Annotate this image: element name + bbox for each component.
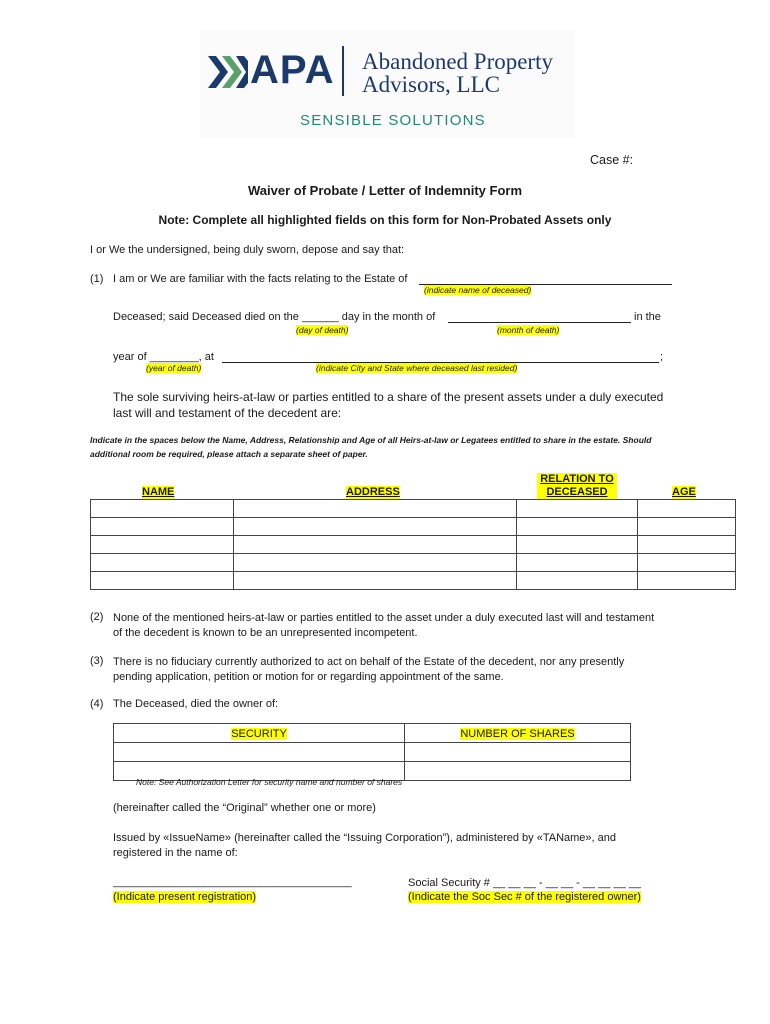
form-note: Note: Complete all highlighted fields on this form for Non-Probated Assets only <box>158 213 612 227</box>
security-name-cell[interactable] <box>114 743 405 762</box>
heirs-statement-line2: last will and testament of the decedent are: <box>113 406 342 420</box>
heir-name-cell[interactable] <box>91 500 234 518</box>
table-row <box>91 554 736 572</box>
hint-deceased-name: (indicate name of deceased) <box>424 285 532 295</box>
heir-name-cell[interactable] <box>91 518 234 536</box>
heir-age-cell[interactable] <box>638 518 736 536</box>
issued-by-line2: registered in the name of: <box>113 847 238 859</box>
para-3-line2: pending application, petition or motion for or regarding appointment of the same. <box>113 671 504 683</box>
hint-day-of-death: (day of death) <box>296 325 349 335</box>
present-registration-field[interactable]: _______________________________________ <box>113 876 352 888</box>
heirs-instructions: Indicate in the spaces below the Name, Address, Relationship and Age of all Heirs-at-law or Legatees entitled to share in the estate. Should additional room be required, please attach a separate sheet of paper. <box>90 435 652 459</box>
logo-abbr: APA <box>250 48 335 92</box>
heir-age-cell[interactable] <box>638 572 736 590</box>
logo-name-line1: Abandoned Property <box>362 49 553 74</box>
heir-address-cell[interactable] <box>234 500 517 518</box>
heirs-col-age: AGE <box>672 486 696 498</box>
heir-relation-cell[interactable] <box>517 554 638 572</box>
hint-present-registration: (Indicate present registration) <box>113 891 257 903</box>
para-3-number: (3) <box>90 655 104 667</box>
heir-relation-cell[interactable] <box>517 500 638 518</box>
hint-year-of-death: (year of death) <box>146 363 202 373</box>
table-row <box>91 536 736 554</box>
heir-age-cell[interactable] <box>638 536 736 554</box>
security-table <box>113 723 631 781</box>
table-row <box>91 518 736 536</box>
logo-divider <box>342 46 344 96</box>
original-definition: (hereinafter called the “Original” whether one or more) <box>113 802 376 814</box>
logo-name-line2: Advisors, LLC <box>362 72 500 97</box>
heir-name-cell[interactable] <box>91 572 234 590</box>
hint-city-state: (indicate City and State where deceased last resided) <box>316 363 518 373</box>
death-location-end: ; <box>660 351 664 363</box>
heir-address-cell[interactable] <box>234 572 517 590</box>
heirs-table <box>90 499 736 590</box>
security-table-note: Note: See Authorization Letter for security name and number of shares <box>136 777 403 787</box>
heir-relation-cell[interactable] <box>517 518 638 536</box>
heirs-statement <box>113 389 663 421</box>
heirs-col-address: ADDRESS <box>346 486 400 498</box>
table-row <box>114 724 631 743</box>
para-2-line1: None of the mentioned heirs-at-law or parties entitled to the asset under a duly executed last will and testament <box>113 612 655 624</box>
heir-age-cell[interactable] <box>638 554 736 572</box>
heir-name-cell[interactable] <box>91 554 234 572</box>
month-of-death-field[interactable] <box>448 322 631 323</box>
death-date-text-end: in the <box>634 311 661 323</box>
para-2-number: (2) <box>90 611 104 623</box>
para-2-line2: of the decedent is known to be an unrepresented incompetent. <box>113 627 418 639</box>
heir-age-cell[interactable] <box>638 500 736 518</box>
social-security-field[interactable]: Social Security # __ __ __ - __ __ - __ __ __ __ <box>408 877 641 889</box>
intro-statement: I or We the undersigned, being duly sworn, depose and say that: <box>90 244 405 256</box>
death-location-text: year of ________, at <box>113 351 214 363</box>
para-1-text: I am or We are familiar with the facts relating to the Estate of <box>113 273 408 285</box>
para-4-text: The Deceased, died the owner of: <box>113 698 279 710</box>
shares-cell[interactable] <box>405 762 631 781</box>
heirs-col-name: NAME <box>142 486 175 498</box>
issued-by-text <box>113 831 616 861</box>
issued-by-line1: Issued by «IssueName» (hereinafter called the “Issuing Corporation”), administered by «TAName», and <box>113 832 616 844</box>
heir-relation-cell[interactable] <box>517 572 638 590</box>
heir-relation-cell[interactable] <box>517 536 638 554</box>
death-date-text: Deceased; said Deceased died on the ______ day in the month of <box>113 311 436 323</box>
para-2-text <box>113 611 654 641</box>
security-col-security: SECURITY <box>231 728 287 740</box>
heir-address-cell[interactable] <box>234 554 517 572</box>
logo-company-name <box>362 50 553 96</box>
heir-address-cell[interactable] <box>234 536 517 554</box>
table-row <box>114 743 631 762</box>
para-4-number: (4) <box>90 698 104 710</box>
para-1-number: (1) <box>90 273 104 285</box>
table-row <box>91 500 736 518</box>
security-col-shares: NUMBER OF SHARES <box>460 728 575 740</box>
apa-logo-mark-icon <box>208 56 248 88</box>
security-header-cell <box>114 724 405 743</box>
hint-month-of-death: (month of death) <box>497 325 560 335</box>
shares-cell[interactable] <box>405 743 631 762</box>
shares-header-cell <box>405 724 631 743</box>
case-number-label: Case #: <box>590 153 634 167</box>
hint-social-security: (Indicate the Soc Sec # of the registered owner) <box>408 891 641 903</box>
heirs-col-relation: RELATION TO DECEASED <box>537 473 617 499</box>
para-3-line1: There is no fiduciary currently authorized to act on behalf of the Estate of the decedent, nor any presently <box>113 656 625 668</box>
heir-address-cell[interactable] <box>234 518 517 536</box>
form-title: Waiver of Probate / Letter of Indemnity Form <box>248 183 522 198</box>
table-row <box>91 572 736 590</box>
para-3-text <box>113 655 624 685</box>
heirs-statement-line1: The sole surviving heirs-at-law or parties entitled to a share of the present assets under a duly executed <box>113 390 664 404</box>
logo-tagline: SENSIBLE SOLUTIONS <box>300 112 486 129</box>
heir-name-cell[interactable] <box>91 536 234 554</box>
